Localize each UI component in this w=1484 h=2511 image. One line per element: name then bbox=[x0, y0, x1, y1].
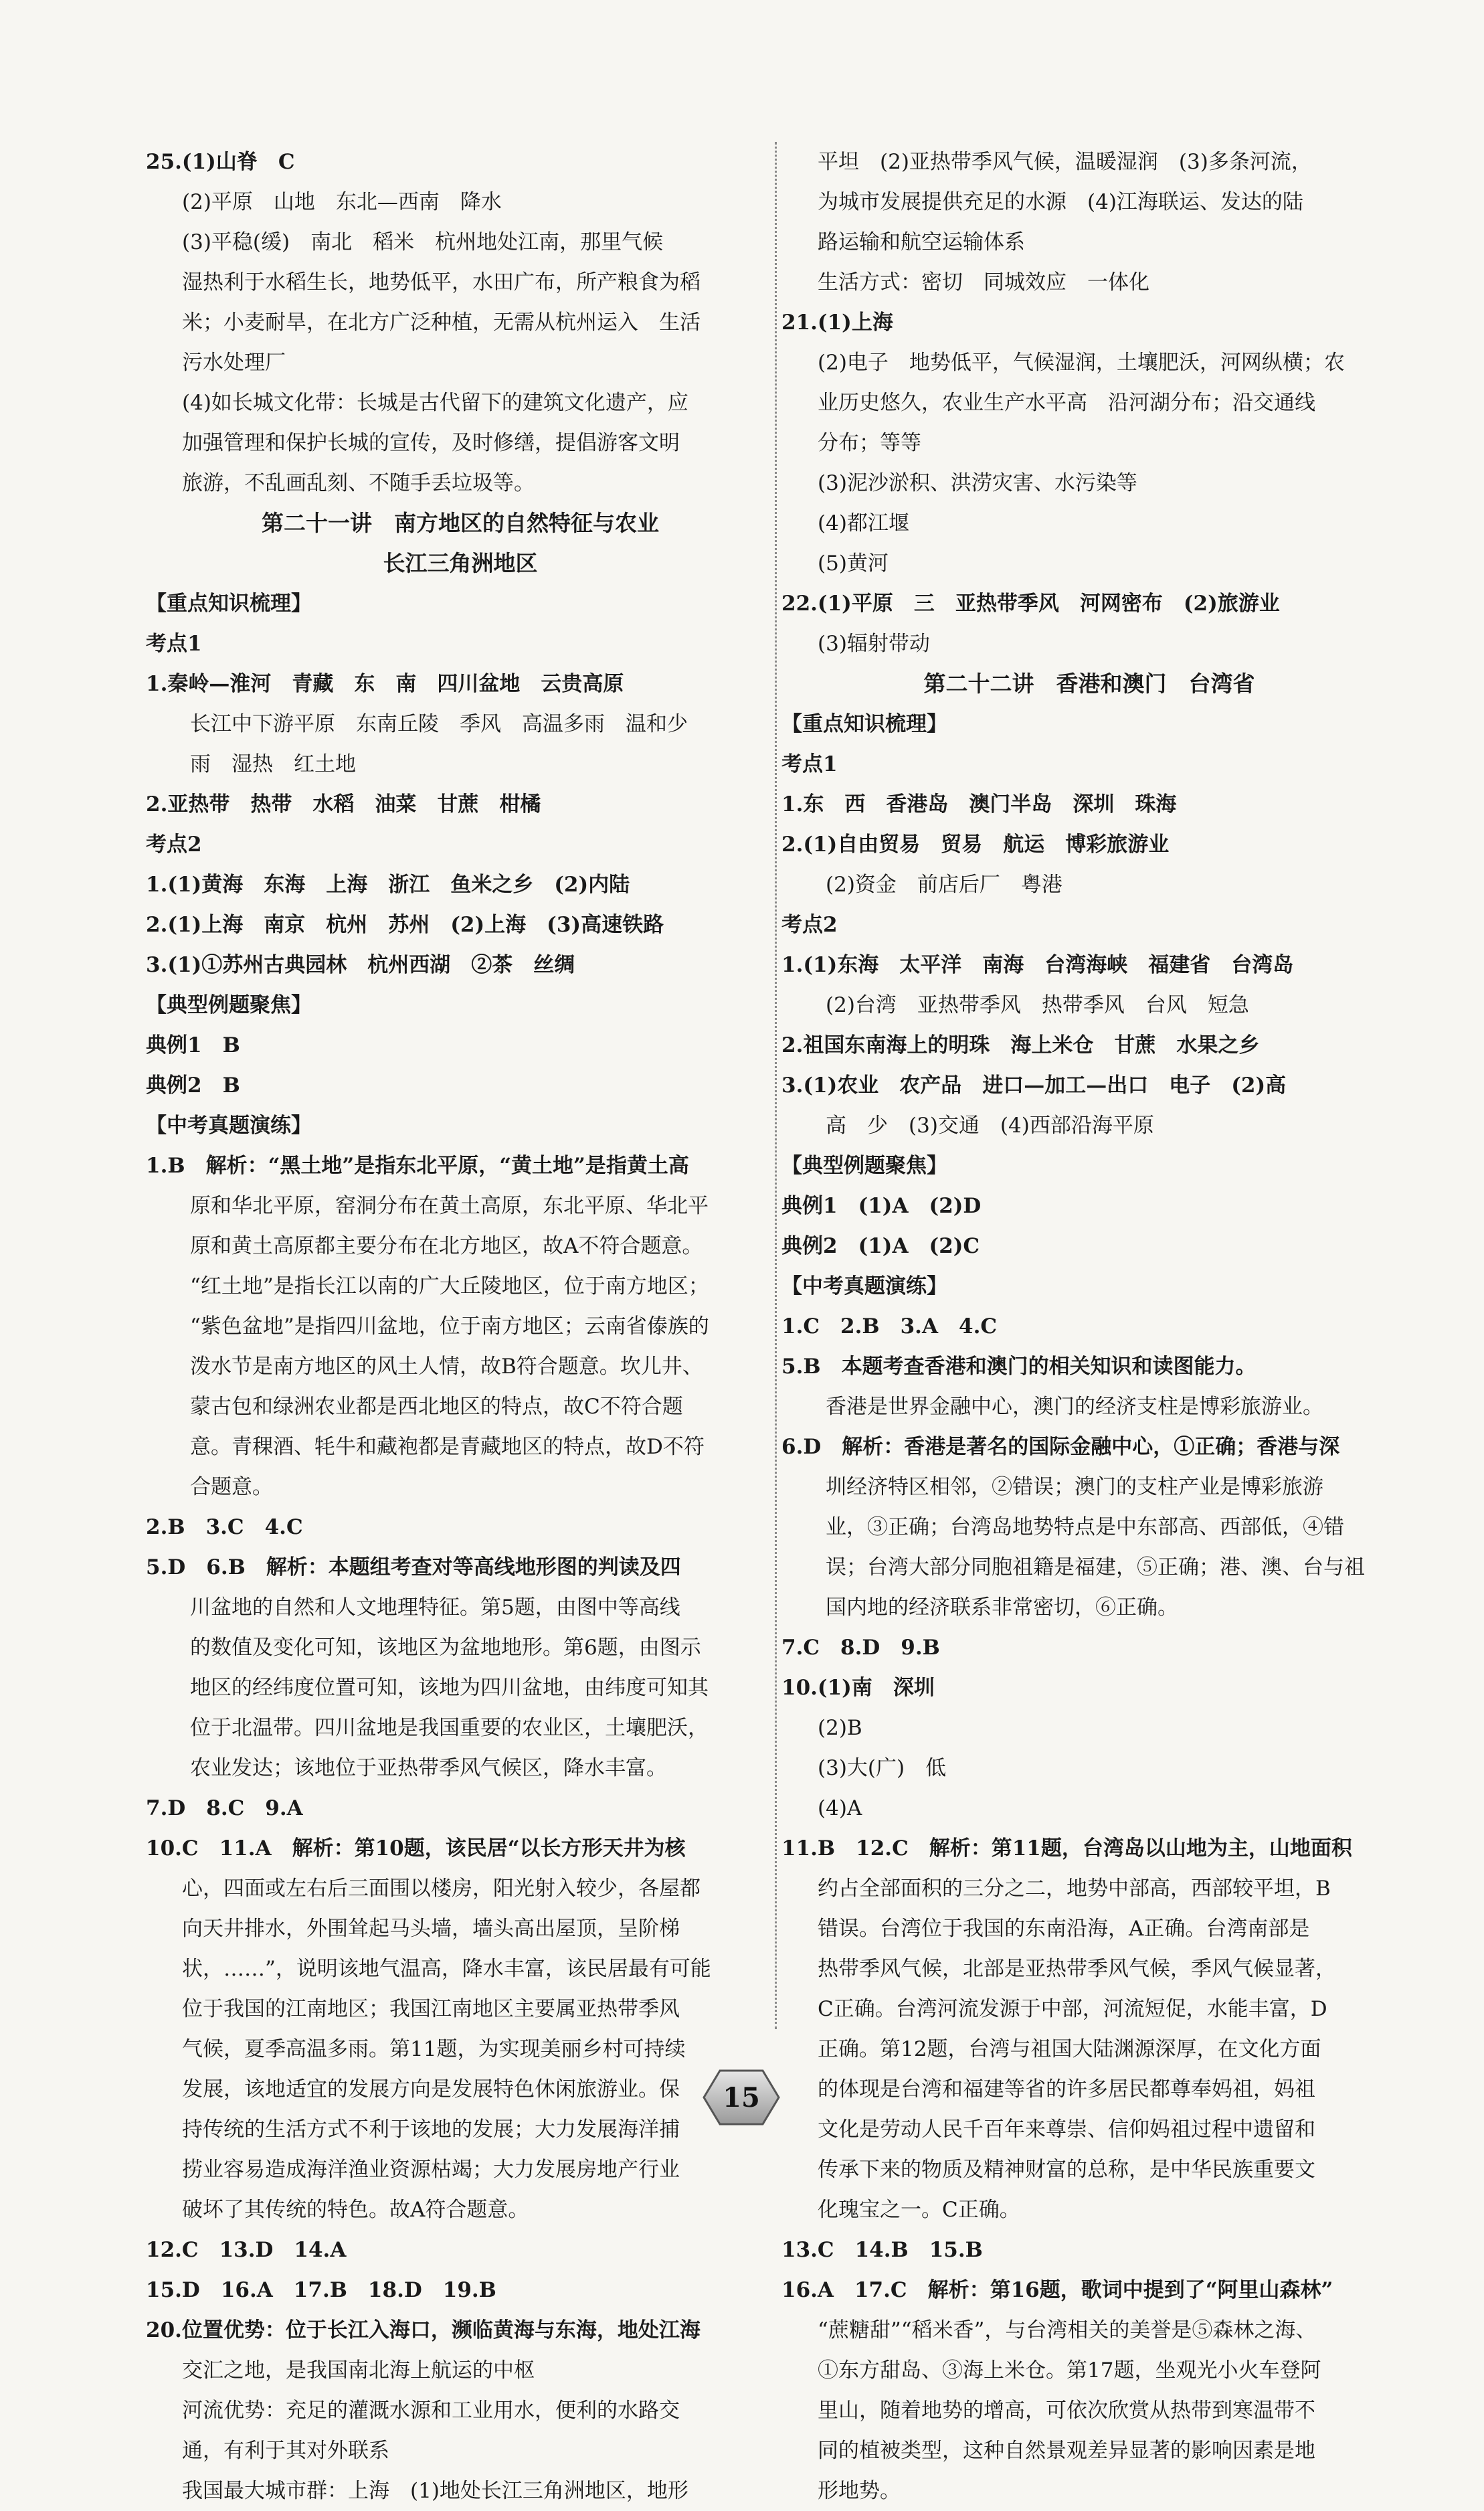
text-line: 香港是世界金融中心，澳门的经济支柱是博彩旅游业。 bbox=[826, 1395, 1323, 1419]
left-column bbox=[146, 142, 775, 2511]
text-line: (4)A bbox=[818, 1796, 862, 1820]
text-line: 典例2 B bbox=[146, 1073, 240, 1098]
text-line: 河流优势：充足的灌溉水源和工业用水，便利的水路交 bbox=[182, 2399, 680, 2423]
text-line: 意。青稞酒、牦牛和藏袍都是青藏地区的特点，故D不符 bbox=[190, 1435, 705, 1459]
text-line: 化瑰宝之一。C正确。 bbox=[818, 2198, 1020, 2222]
section-heading: 考点1 bbox=[781, 752, 838, 776]
text-line: 泼水节是南方地区的风土人情，故B符合题意。坎儿井、 bbox=[190, 1355, 703, 1379]
text-line: 合题意。 bbox=[190, 1475, 273, 1499]
text-line: 25.(1)山脊 C bbox=[146, 150, 295, 174]
text-line: 破坏了其传统的特色。故A符合题意。 bbox=[182, 2198, 529, 2222]
text-line: 7.C 8.D 9.B bbox=[781, 1636, 940, 1660]
text-line: 5.B 本题考查香港和澳门的相关知识和读图能力。 bbox=[781, 1355, 1257, 1379]
text-line: 6.D 解析：香港是著名的国际金融中心，①正确；香港与深 bbox=[781, 1435, 1340, 1459]
lecture-title: 第二十一讲 南方地区的自然特征与农业 bbox=[262, 510, 659, 536]
text-line: 典例1 B bbox=[146, 1033, 240, 1057]
text-line: 原和黄土高原都主要分布在北方地区，故A不符合题意。 bbox=[190, 1234, 703, 1258]
text-line: “红土地”是指长江以南的广大丘陵地区，位于南方地区； bbox=[190, 1274, 709, 1298]
text-line: (5)黄河 bbox=[818, 551, 889, 576]
right-column bbox=[781, 142, 1397, 2511]
text-line: ①东方甜岛、③海上米仓。第17题，坐观光小火车登阿 bbox=[818, 2358, 1321, 2383]
text-line: (3)泥沙淤积、洪涝灾害、水污染等 bbox=[818, 471, 1137, 495]
text-line: 1.B 解析：“黑土地”是指东北平原，“黄土地”是指黄土高 bbox=[146, 1154, 689, 1178]
text-line: 心，四面或左右后三面围以楼房，阳光射入较少，各屋都 bbox=[182, 1877, 701, 1901]
text-line: 同的植被类型，这种自然景观差异显著的影响因素是地 bbox=[818, 2439, 1315, 2463]
text-line: 典例2 (1)A (2)C bbox=[781, 1234, 980, 1258]
section-heading: 考点2 bbox=[781, 913, 838, 937]
text-line: 里山，随着地势的增高，可依次欣赏从热带到寒温带不 bbox=[818, 2399, 1315, 2423]
text-line: 1.C 2.B 3.A 4.C bbox=[781, 1314, 998, 1338]
text-line: (2)平原 山地 东北—西南 降水 bbox=[182, 190, 502, 214]
text-line: 22.(1)平原 三 亚热带季风 河网密布 (2)旅游业 bbox=[781, 592, 1280, 616]
text-line: 为城市发展提供充足的水源 (4)江海联运、发达的陆 bbox=[818, 190, 1303, 214]
lecture-title: 长江三角洲地区 bbox=[383, 550, 538, 576]
section-heading: 【重点知识梳理】 bbox=[146, 592, 312, 616]
section-heading: 考点2 bbox=[146, 833, 202, 857]
text-line: (3)辐射带动 bbox=[818, 632, 930, 656]
text-line: 交汇之地，是我国南北海上航运的中枢 bbox=[182, 2358, 535, 2383]
column-divider bbox=[775, 142, 777, 2029]
text-line: 21.(1)上海 bbox=[781, 311, 893, 335]
text-line: 捞业容易造成海洋渔业资源枯竭；大力发展房地产行业 bbox=[182, 2158, 680, 2182]
text-line: 气候，夏季高温多雨。第11题，为实现美丽乡村可持续 bbox=[182, 2037, 686, 2061]
text-line: 13.C 14.B 15.B bbox=[781, 2238, 983, 2262]
text-line: 通，有利于其对外联系 bbox=[182, 2439, 389, 2463]
lecture-title: 第二十二讲 香港和澳门 台湾省 bbox=[923, 671, 1255, 697]
page-number: 15 bbox=[723, 2081, 760, 2113]
text-line: 平坦 (2)亚热带季风气候，温暖湿润 (3)多条河流， bbox=[818, 150, 1312, 174]
text-line: (2)电子 地势低平，气候湿润，土壤肥沃，河网纵横；农 bbox=[818, 351, 1345, 375]
text-line: 错误。台湾位于我国的东南沿海，A正确。台湾南部是 bbox=[818, 1917, 1310, 1941]
text-line: (3)平稳(缓) 南北 稻米 杭州地处江南，那里气候 bbox=[182, 230, 664, 254]
text-line: 1.秦岭—淮河 青藏 东 南 四川盆地 云贵高原 bbox=[146, 672, 624, 696]
text-line: “蔗糖甜”“稻米香”，与台湾相关的美誉是⑤森林之海、 bbox=[818, 2318, 1317, 2342]
text-line: 3.(1)农业 农产品 进口—加工—出口 电子 (2)高 bbox=[781, 1073, 1287, 1098]
text-line: 2.祖国东南海上的明珠 海上米仓 甘蔗 水果之乡 bbox=[781, 1033, 1260, 1057]
text-line: 2.亚热带 热带 水稻 油菜 甘蔗 柑橘 bbox=[146, 792, 541, 816]
text-line: 川盆地的自然和人文地理特征。第5题，由图中等高线 bbox=[190, 1595, 680, 1620]
text-line: 地区的经纬度位置可知，该地为四川盆地，由纬度可知其 bbox=[190, 1676, 709, 1700]
text-line: 蒙古包和绿洲农业都是西北地区的特点，故C不符合题 bbox=[190, 1395, 683, 1419]
page-number-badge bbox=[701, 2068, 781, 2127]
text-line: 业，③正确；台湾岛地势特点是中东部高、西部低，④错 bbox=[826, 1515, 1344, 1539]
text-line: 1.(1)黄海 东海 上海 浙江 鱼米之乡 (2)内陆 bbox=[146, 873, 630, 897]
text-line: 2.(1)自由贸易 贸易 航运 博彩旅游业 bbox=[781, 833, 1170, 857]
text-line: 路运输和航空运输体系 bbox=[818, 230, 1025, 254]
text-line: 形地势。 bbox=[818, 2479, 901, 2503]
text-line: 污水处理厂 bbox=[182, 351, 286, 375]
section-heading: 【典型例题聚焦】 bbox=[781, 1154, 947, 1178]
text-line: 位于我国的江南地区；我国江南地区主要属亚热带季风 bbox=[182, 1997, 680, 2021]
text-line: 分布；等等 bbox=[818, 431, 921, 455]
text-line: 湿热利于水稻生长，地势低平，水田广布，所产粮食为稻 bbox=[182, 270, 701, 294]
text-line: 的体现是台湾和福建等省的许多居民都尊奉妈祖，妈祖 bbox=[818, 2077, 1315, 2101]
text-line: (2)资金 前店后厂 粤港 bbox=[826, 873, 1062, 897]
text-line: 典例1 (1)A (2)D bbox=[781, 1194, 982, 1218]
text-line: 高 少 (3)交通 (4)西部沿海平原 bbox=[826, 1114, 1154, 1138]
text-line: 业历史悠久，农业生产水平高 沿河湖分布；沿交通线 bbox=[818, 391, 1315, 415]
text-line: 位于北温带。四川盆地是我国重要的农业区，土壤肥沃， bbox=[190, 1716, 709, 1740]
text-line: 生活方式：密切 同城效应 一体化 bbox=[818, 270, 1149, 294]
text-line: 长江中下游平原 东南丘陵 季风 高温多雨 温和少 bbox=[190, 712, 688, 736]
text-line: 的数值及变化可知，该地区为盆地地形。第6题，由图示 bbox=[190, 1636, 701, 1660]
text-line: 15.D 16.A 17.B 18.D 19.B bbox=[146, 2278, 496, 2302]
text-line: 持传统的生活方式不利于该地的发展；大力发展海洋捕 bbox=[182, 2117, 680, 2142]
text-line: 文化是劳动人民千百年来尊崇、信仰妈祖过程中遗留和 bbox=[818, 2117, 1315, 2142]
text-line: 原和华北平原，窑洞分布在黄土高原，东北平原、华北平 bbox=[190, 1194, 709, 1218]
text-line: 1.(1)东海 太平洋 南海 台湾海峡 福建省 台湾岛 bbox=[781, 953, 1294, 977]
text-line: (2)B bbox=[818, 1716, 862, 1740]
text-line: 发展，该地适宜的发展方向是发展特色休闲旅游业。保 bbox=[182, 2077, 680, 2101]
text-line: 雨 湿热 红土地 bbox=[190, 752, 356, 776]
text-line: C正确。台湾河流发源于中部，河流短促，水能丰富，D bbox=[818, 1997, 1327, 2021]
text-line: 米；小麦耐旱，在北方广泛种植，无需从杭州运入 生活 bbox=[182, 311, 701, 335]
text-line: 向天井排水，外围耸起马头墙，墙头高出屋顶，呈阶梯 bbox=[182, 1917, 680, 1941]
text-line: 5.D 6.B 解析：本题组考查对等高线地形图的判读及四 bbox=[146, 1555, 681, 1579]
text-line: 10.C 11.A 解析：第10题，该民居“以长方形天井为核 bbox=[146, 1836, 686, 1860]
text-line: 12.C 13.D 14.A bbox=[146, 2238, 347, 2262]
text-line: 正确。第12题，台湾与祖国大陆渊源深厚，在文化方面 bbox=[818, 2037, 1321, 2061]
text-line: (4)都江堰 bbox=[818, 511, 909, 535]
text-line: 热带季风气候，北部是亚热带季风气候，季风气候显著， bbox=[818, 1957, 1336, 1981]
text-line: 7.D 8.C 9.A bbox=[146, 1796, 303, 1820]
section-heading: 考点1 bbox=[146, 632, 202, 656]
text-line: 国内地的经济联系非常密切，⑥正确。 bbox=[826, 1595, 1178, 1620]
text-line: 20.位置优势：位于长江入海口，濒临黄海与东海，地处江海 bbox=[146, 2318, 701, 2342]
text-line: (3)大(广) 低 bbox=[818, 1756, 947, 1780]
section-heading: 【重点知识梳理】 bbox=[781, 712, 947, 736]
text-line: 2.B 3.C 4.C bbox=[146, 1515, 303, 1539]
text-line: 圳经济特区相邻，②错误；澳门的支柱产业是博彩旅游 bbox=[826, 1475, 1323, 1499]
section-heading: 【典型例题聚焦】 bbox=[146, 993, 312, 1017]
text-line: “紫色盆地”是指四川盆地，位于南方地区；云南省傣族的 bbox=[190, 1314, 709, 1338]
section-heading: 【中考真题演练】 bbox=[781, 1274, 947, 1298]
text-line: 约占全部面积的三分之二，地势中部高，西部较平坦，B bbox=[818, 1877, 1331, 1901]
text-line: 旅游，不乱画乱刻、不随手丢垃圾等。 bbox=[182, 471, 535, 495]
text-line: 3.(1)①苏州古典园林 杭州西湖 ②茶 丝绸 bbox=[146, 953, 575, 977]
text-line: 农业发达；该地位于亚热带季风气候区，降水丰富。 bbox=[190, 1756, 667, 1780]
text-line: 传承下来的物质及精神财富的总称，是中华民族重要文 bbox=[818, 2158, 1315, 2182]
text-line: 2.(1)上海 南京 杭州 苏州 (2)上海 (3)高速铁路 bbox=[146, 913, 664, 937]
text-line: 10.(1)南 深圳 bbox=[781, 1676, 935, 1700]
text-line: 加强管理和保护长城的宣传，及时修缮，提倡游客文明 bbox=[182, 431, 680, 455]
text-line: 16.A 17.C 解析：第16题，歌词中提到了“阿里山森林” bbox=[781, 2278, 1333, 2302]
section-heading: 【中考真题演练】 bbox=[146, 1114, 312, 1138]
text-line: (2)台湾 亚热带季风 热带季风 台风 短急 bbox=[826, 993, 1249, 1017]
text-line: 误；台湾大部分同胞祖籍是福建，⑤正确；港、澳、台与祖 bbox=[826, 1555, 1365, 1579]
text-line: 1.东 西 香港岛 澳门半岛 深圳 珠海 bbox=[781, 792, 1177, 816]
text-line: 我国最大城市群：上海 (1)地处长江三角洲地区，地形 bbox=[182, 2479, 688, 2503]
text-line: (4)如长城文化带：长城是古代留下的建筑文化遗产，应 bbox=[182, 391, 688, 415]
text-line: 状，……”，说明该地气温高，降水丰富，该民居最有可能 bbox=[182, 1957, 711, 1981]
text-line: 11.B 12.C 解析：第11题，台湾岛以山地为主，山地面积 bbox=[781, 1836, 1352, 1860]
